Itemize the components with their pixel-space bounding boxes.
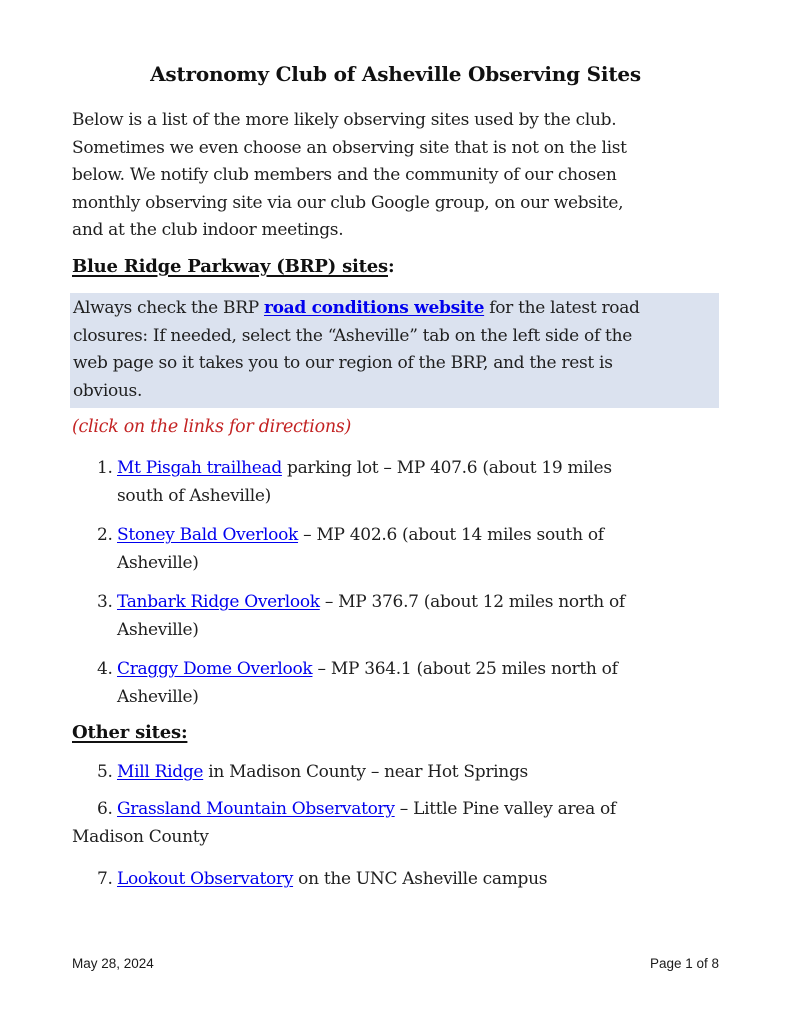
- site-description-wrap: Asheville): [117, 552, 199, 573]
- intro-line: Sometimes we even choose an observing site that is not on the list: [72, 137, 627, 158]
- notice-line: closures: If needed, select the “Asheville” tab on the left side of the: [73, 325, 632, 346]
- site-description: in Madison County – near Hot Springs: [203, 762, 528, 782]
- site-number: 6.: [97, 799, 113, 819]
- site-number: 7.: [97, 869, 113, 889]
- brp-sites-heading-text: Blue Ridge Parkway (BRP) sites: [72, 256, 388, 277]
- craggy-dome-overlook-link[interactable]: Craggy Dome Overlook: [117, 659, 313, 679]
- site-description-wrap: Asheville): [117, 686, 199, 707]
- notice-line: obvious.: [73, 380, 143, 401]
- site-description: – MP 402.6 (about 14 miles south of: [298, 525, 604, 545]
- mill-ridge-link[interactable]: Mill Ridge: [117, 762, 204, 782]
- intro-line: monthly observing site via our club Google group, on our website,: [72, 192, 624, 213]
- footer-page-number: Page 1 of 8: [649, 956, 719, 971]
- notice-line: [73, 295, 719, 323]
- page-footer: [72, 956, 719, 971]
- lookout-observatory-link[interactable]: Lookout Observatory: [117, 869, 294, 889]
- site-list-item: [72, 455, 732, 510]
- site-description: – MP 364.1 (about 25 miles north of: [312, 659, 618, 679]
- site-description-wrap: Madison County: [72, 826, 209, 847]
- site-number: 5.: [97, 762, 113, 782]
- site-list-item: [72, 866, 732, 894]
- site-number: 3.: [97, 592, 113, 612]
- mt-pisgah-trailhead-link[interactable]: Mt Pisgah trailhead: [117, 458, 282, 478]
- site-description: – Little Pine valley area of: [394, 799, 616, 819]
- notice-line: web page so it takes you to our region of the BRP, and the rest is: [73, 353, 613, 373]
- site-list-item: [72, 522, 732, 577]
- notice-text: for the latest road: [484, 298, 640, 318]
- grassland-mountain-observatory-link[interactable]: Grassland Mountain Observatory: [117, 799, 395, 819]
- site-number: 1.: [97, 458, 113, 478]
- intro-line: and at the club indoor meetings.: [72, 220, 344, 240]
- directions-note: (click on the links for directions): [72, 417, 352, 437]
- other-sites-heading: [72, 722, 187, 743]
- footer-date: May 28, 2024: [72, 956, 154, 971]
- stoney-bald-overlook-link[interactable]: Stoney Bald Overlook: [117, 525, 299, 545]
- brp-sites-heading: [72, 256, 394, 277]
- road-conditions-website-link[interactable]: road conditions website: [263, 298, 485, 318]
- site-description: – MP 376.7 (about 12 miles north of: [319, 592, 625, 612]
- site-list-item: [72, 589, 732, 644]
- site-list-item: [72, 656, 732, 711]
- site-list-item: [72, 796, 732, 851]
- site-description-wrap: Asheville): [117, 619, 199, 640]
- road-conditions-notice: [70, 293, 719, 408]
- site-number: 2.: [97, 525, 113, 545]
- other-sites-heading-text: Other sites:: [72, 722, 188, 743]
- site-number: 4.: [97, 659, 113, 679]
- site-description: on the UNC Asheville campus: [293, 869, 548, 889]
- site-description: parking lot – MP 407.6 (about 19 miles: [281, 458, 612, 478]
- intro-line: below. We notify club members and the community of our chosen: [72, 165, 617, 185]
- site-description-wrap: south of Asheville): [117, 485, 271, 506]
- page-title: Astronomy Club of Asheville Observing Sites: [150, 62, 641, 86]
- notice-text: Always check the BRP: [73, 298, 264, 318]
- site-list-item: [72, 759, 732, 787]
- tanbark-ridge-overlook-link[interactable]: Tanbark Ridge Overlook: [117, 592, 320, 612]
- intro-line: Below is a list of the more likely observing sites used by the club.: [72, 110, 617, 130]
- intro-paragraph: [72, 107, 722, 245]
- brp-sites-heading-colon: :: [387, 256, 395, 277]
